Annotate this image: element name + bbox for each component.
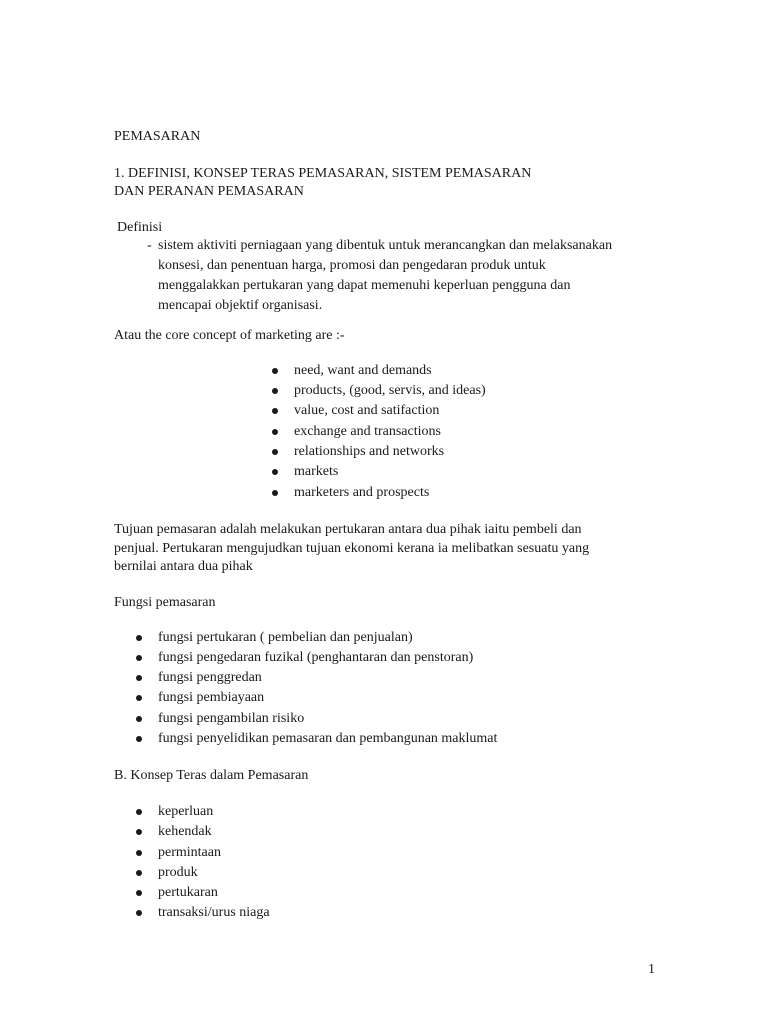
bullet-icon (272, 490, 278, 496)
section-heading-line-2: DAN PERANAN PEMASARAN (114, 184, 304, 199)
tujuan-line: bernilai antara dua pihak (114, 559, 253, 574)
bullet-icon (272, 368, 278, 374)
definisi-line: sistem aktiviti perniagaan yang dibentuk untuk merancangkan dan melaksanakan (158, 238, 613, 253)
bullet-icon (136, 910, 142, 916)
fungsi-heading: Fungsi pemasaran (114, 595, 216, 610)
bullet-icon (272, 408, 278, 414)
document-title: PEMASARAN (114, 129, 201, 144)
bullet-icon (272, 388, 278, 394)
bullet-icon (136, 736, 142, 742)
section-heading-line-1: 1. DEFINISI, KONSEP TERAS PEMASARAN, SISTEM PEMASARAN (114, 166, 532, 181)
definisi-dash: - (147, 238, 152, 253)
bullet-icon (136, 829, 142, 835)
tujuan-line: Tujuan pemasaran adalah melakukan pertukaran antara dua pihak iaitu pembeli dan (114, 522, 582, 537)
core-concept-intro: Atau the core concept of marketing are :- (114, 328, 345, 343)
bullet-icon (136, 635, 142, 641)
definisi-line: menggalakkan pertukaran yang dapat memenuhi keperluan pengguna dan (158, 278, 571, 293)
bullet-icon (136, 675, 142, 681)
page-number: 1 (648, 962, 655, 977)
bullet-icon (136, 809, 142, 815)
bullet-icon (272, 449, 278, 455)
tujuan-line: penjual. Pertukaran mengujudkan tujuan ekonomi kerana ia melibatkan sesuatu yang (114, 541, 590, 556)
bullet-icon (136, 890, 142, 896)
bullet-icon (136, 870, 142, 876)
document-page: PEMASARAN 1. DEFINISI, KONSEP TERAS PEMASARAN, SISTEM PEMASARAN DAN PERANAN PEMASARAN Definisi - sistem aktiviti perniagaan yang dibentuk untuk merancangkan dan melaksanakan konsesi, dan penentuan harga, promosi dan pengedaran produk untuk menggalakkan pertukaran yang dapat memenuhi keperluan pengguna dan mencapai objektif organisasi. Atau the core concept of marketing are :- need, want and demands products, (good, servis, and ideas) value, cost and satifaction exchange and transactions relationships and networks markets marketers and prospects Tujuan pemasaran adalah melakukan pertukaran antara dua pihak iaitu pembeli dan penjual. Pertukaran mengujudkan tujuan ekonomi kerana ia melibatkan sesuatu yang bernilai antara dua pihak Fungsi pemasaran fungsi pertukaran ( pembelian dan penjualan) fungsi pengedaran fuzikal (penghantaran dan penstoran) fungsi penggredan fungsi pembiayaan fungsi pengambilan risiko fungsi penyelidikan pemasaran dan pembangunan maklumat B. Konsep Teras dalam Pemasaran keperluan kehendak permintaan produk pertukaran transaksi/urus niaga 1 (0, 0, 768, 1024)
bullet-icon (272, 469, 278, 475)
bullet-icon (136, 850, 142, 856)
bullet-icon (136, 655, 142, 661)
definisi-label: Definisi (117, 220, 163, 235)
definisi-line: mencapai objektif organisasi. (158, 298, 323, 313)
konsep-heading: B. Konsep Teras dalam Pemasaran (114, 768, 309, 783)
bullet-icon (136, 716, 142, 722)
definisi-text (158, 236, 678, 316)
bullet-icon (272, 429, 278, 435)
definisi-line: konsesi, dan penentuan harga, promosi dan pengedaran produk untuk (158, 258, 546, 273)
bullet-icon (136, 695, 142, 701)
